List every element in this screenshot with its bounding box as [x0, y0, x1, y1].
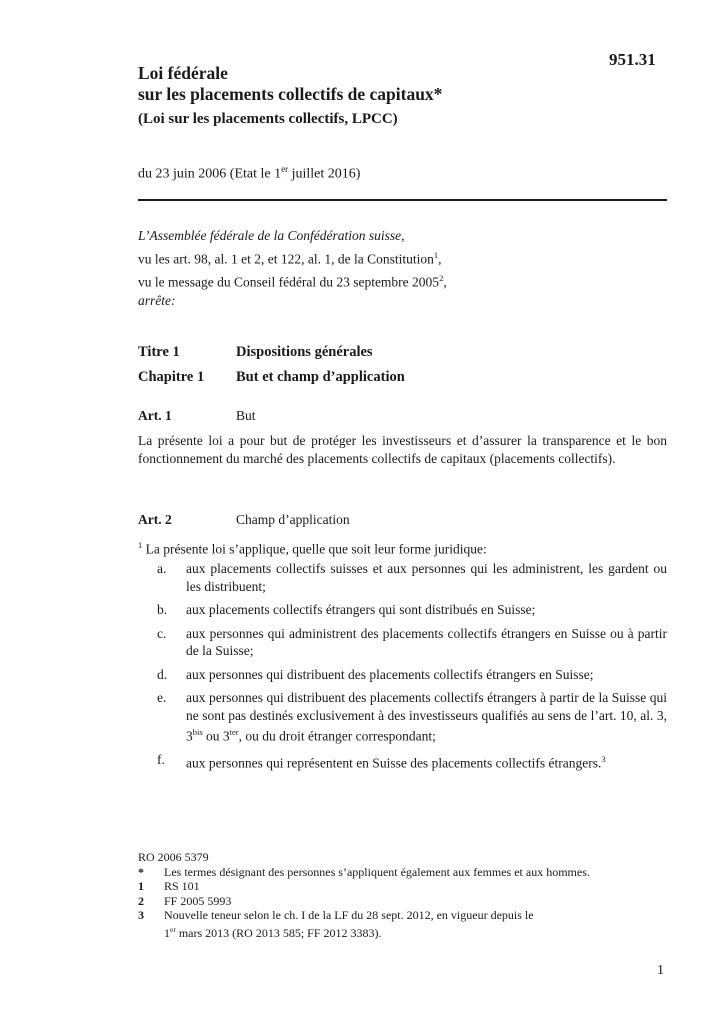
art2-list	[138, 560, 667, 778]
list-item-text: ou 3	[202, 728, 230, 744]
list-item-text: aux personnes qui administrent des placements collectifs étrangers en Suisse ou à partir de la Suisse;	[186, 625, 667, 658]
footnote-mark: *	[138, 864, 144, 879]
list-marker: b.	[157, 602, 168, 617]
date-suffix: juillet 2016)	[288, 166, 361, 182]
art1-label: Art. 1	[138, 408, 172, 423]
list-marker: d.	[157, 666, 168, 682]
art2-title: Champ d’application	[236, 512, 350, 527]
superscript-bis: bis	[192, 727, 203, 737]
list-marker: a.	[157, 561, 167, 576]
art2-intro	[138, 536, 667, 559]
list-marker: f.	[157, 752, 165, 767]
list-item	[138, 560, 667, 595]
list-item-text: aux personnes qui distribuent des placements collectifs étrangers à partir de la Suisse qui ne sont pas destinés exclusivement à des investisseurs qualifiés au sens de l’art. 10, al. 3, 3	[186, 690, 667, 744]
decree-line: arrête:	[138, 292, 176, 308]
horizontal-rule	[138, 199, 667, 201]
footnote-text: RS 101	[164, 879, 200, 893]
page-number: 1	[657, 963, 664, 978]
list-item-text: aux personnes qui représentent en Suisse des placements collectifs étrangers.	[186, 755, 602, 771]
titre-text: Dispositions générales	[236, 344, 373, 360]
document-number: 951.31	[609, 50, 656, 69]
date-superscript: er	[281, 164, 289, 174]
title-block	[138, 63, 658, 130]
titre-label: Titre 1	[138, 344, 180, 360]
list-marker: e.	[157, 690, 167, 705]
footnote-text: Les termes désignant des personnes s’appliquent également aux femmes et aux hommes.	[164, 864, 590, 879]
footnote-text: 1	[164, 925, 170, 940]
message-line	[138, 269, 667, 292]
art2-intro-text: La présente loi s’applique, quelle que soit leur forme juridique:	[142, 541, 487, 557]
footnote	[138, 865, 667, 880]
superscript-ter: ter	[229, 727, 239, 737]
footnote	[138, 879, 667, 894]
list-item	[138, 601, 667, 619]
footnotes	[138, 850, 667, 940]
message-comma: ,	[443, 274, 447, 289]
ro-reference: RO 2006 5379	[138, 850, 209, 864]
list-item	[138, 666, 667, 684]
list-item-text: aux placements collectifs suisses et aux personnes qui les administrent, les gardent ou les distribuent;	[186, 561, 667, 594]
title-line-2: sur les placements collectifs de capitaux*	[138, 84, 443, 104]
footnote	[138, 908, 667, 923]
chapitre-text: But et champ d’application	[236, 369, 405, 385]
footnote-continuation	[138, 923, 667, 941]
footnote-ref-3: 3	[601, 754, 606, 764]
list-item-text: aux placements collectifs étrangers qui sont distribués en Suisse;	[186, 602, 536, 617]
footnote	[138, 894, 667, 909]
footnote-ref-1: 1	[433, 249, 439, 260]
footnote-mark: 1	[138, 879, 144, 893]
paragraph-number: 1	[138, 540, 143, 550]
art1-title: But	[236, 408, 256, 423]
art2-label: Art. 2	[138, 512, 172, 527]
footnote-text: mars 2013 (RO 2013 585; FF 2012 3383).	[175, 925, 382, 940]
art1-body: La présente loi a pour but de protéger les investisseurs et d’assurer la transparence et le bon fonctionnement du marché des placements collectifs de capitaux (placements collectifs).	[138, 433, 667, 466]
short-title: (Loi sur les placements collectifs, LPCC)	[138, 111, 398, 127]
date-line	[138, 164, 360, 183]
footnote-text: FF 2005 5993	[164, 893, 232, 908]
assembly-line: L’Assemblée fédérale de la Confédération suisse,	[138, 228, 405, 243]
list-item-text: , ou du droit étranger correspondant;	[238, 728, 436, 744]
footnote-ref-2: 2	[439, 272, 444, 283]
message-text: vu le message du Conseil fédéral du 23 septembre 2005	[138, 274, 440, 289]
constitution-comma: ,	[438, 251, 442, 266]
title-line-1: Loi fédérale	[138, 63, 228, 83]
footnote-superscript: er	[170, 924, 176, 934]
list-marker: c.	[157, 625, 167, 641]
list-item	[138, 751, 667, 772]
preamble	[138, 227, 667, 310]
chapitre-label: Chapitre 1	[138, 369, 205, 385]
constitution-text: vu les art. 98, al. 1 et 2, et 122, al. 1, de la Constitution	[138, 251, 434, 266]
date-prefix: du 23 juin 2006 (Etat le 1	[138, 166, 282, 182]
constitution-line	[138, 246, 667, 269]
list-item-text: aux personnes qui distribuent des placements collectifs étrangers en Suisse;	[186, 666, 594, 682]
list-item	[138, 625, 667, 660]
footnote-mark: 2	[138, 893, 144, 908]
footnote-mark: 3	[138, 908, 144, 922]
list-item	[138, 689, 667, 745]
footnote-text: Nouvelle teneur selon le ch. I de la LF du 28 sept. 2012, en vigueur depuis le	[164, 908, 534, 922]
